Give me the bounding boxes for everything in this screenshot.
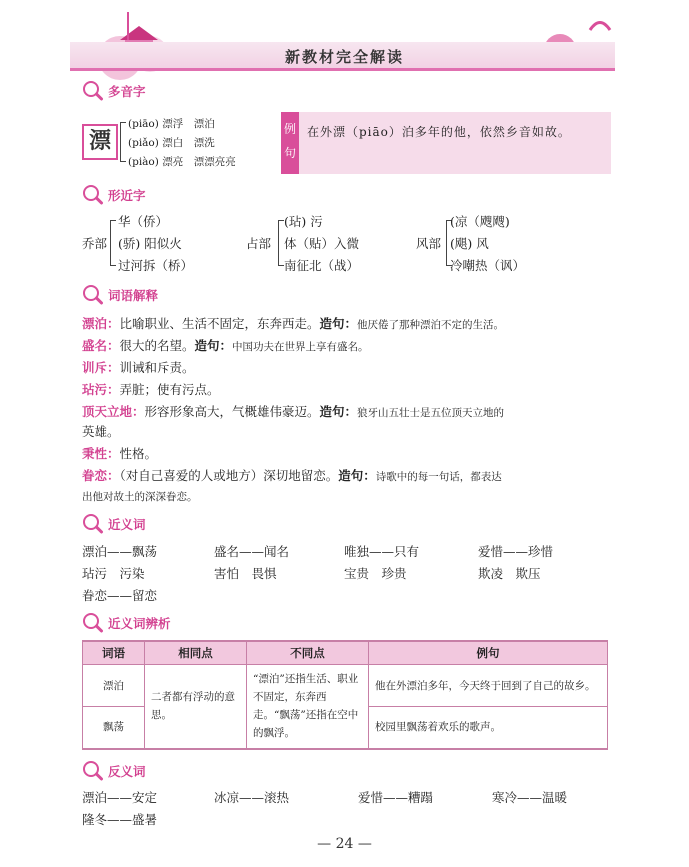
table-word: 漂泊 — [83, 665, 145, 707]
similar-item: 过河拆（桥） — [118, 258, 194, 273]
synonym: 害怕 畏惧 — [214, 566, 277, 581]
vocab-item: 顶天立地：形容形象高大，气概雄伟豪迈。造句：狼牙山五壮士是五位顶天立地的 — [82, 404, 505, 419]
similar-root-2: 占部 — [246, 236, 272, 251]
vocab-cont: 出他对故土的深深眷恋。 — [82, 491, 198, 503]
synonym: 欺凌 欺压 — [478, 566, 541, 581]
table-header: 例句 — [369, 641, 608, 665]
magnifier-icon — [82, 284, 104, 306]
table-example: 校园里飘荡着欢乐的歌声。 — [369, 707, 608, 749]
similar-root-3: 风部 — [416, 236, 442, 251]
similar-item: 体（贴）入微 — [284, 236, 360, 251]
reading-brace — [120, 122, 126, 162]
antonym: 寒冷——温暖 — [492, 790, 568, 805]
vocab-item: 盛名：很大的名望。造句：中国功夫在世界上享有盛名。 — [82, 338, 369, 353]
vocab-item: 训斥：训诫和斥责。 — [82, 360, 195, 375]
table-word: 飘荡 — [83, 707, 145, 749]
page-number: — 24 — — [317, 836, 372, 852]
polyphone-char: 漂 — [82, 124, 118, 160]
similar-item: 南征北（战） — [284, 258, 360, 273]
table-example: 他在外漂泊多年，今天终于回到了自己的故乡。 — [369, 665, 608, 707]
reading-3: (piào) 漂亮 漂漂亮亮 — [128, 156, 236, 168]
section-title: 反义词 — [108, 764, 146, 779]
section-title: 词语解释 — [108, 288, 159, 303]
section-similar — [82, 184, 146, 206]
section-title: 近义词 — [108, 517, 146, 532]
example-box — [281, 112, 611, 174]
section-title: 形近字 — [108, 188, 146, 203]
synonym-table — [82, 640, 608, 750]
table-header: 不同点 — [247, 641, 369, 665]
similar-item: 华（侨） — [118, 214, 169, 229]
magnifier-icon — [82, 184, 104, 206]
magnifier-icon — [82, 612, 104, 634]
similar-root-1: 乔部 — [82, 236, 108, 251]
vocab-item: 眷恋：（对自己喜爱的人或地方）深切地留恋。造句：诗歌中的每一句话，都表达 — [82, 468, 502, 483]
vocab-cont: 英雄。 — [82, 424, 120, 439]
similar-item: 冷嘲热（讽） — [450, 258, 526, 273]
reading-1: (piāo) 漂浮 漂泊 — [128, 118, 215, 130]
synonym: 盛名——闻名 — [214, 544, 290, 559]
magnifier-icon — [82, 513, 104, 535]
reading-2: (piǎo) 漂白 漂洗 — [128, 137, 215, 149]
antonym: 爱惜——糟蹋 — [358, 790, 434, 805]
antonym: 隆冬——盛暑 — [82, 812, 158, 827]
table-diff: “漂泊”还指生活、职业不固定，东奔西走。“飘荡”还指在空中的飘浮。 — [247, 665, 369, 749]
vocab-item: 玷污：弄脏；使有污点。 — [82, 382, 220, 397]
magnifier-icon — [82, 760, 104, 782]
similar-item: (玷) 污 — [284, 214, 323, 229]
table-header: 词语 — [83, 641, 145, 665]
synonym: 宝贵 珍贵 — [344, 566, 407, 581]
similar-item: (骄) 阳似火 — [118, 236, 182, 251]
synonym: 玷污 污染 — [82, 566, 145, 581]
similar-item: (凉（飕飕) — [450, 214, 510, 229]
antonym: 漂泊——安定 — [82, 790, 158, 805]
section-vocab — [82, 284, 158, 306]
section-syn-analysis — [82, 612, 171, 634]
example-label: 例句 — [281, 112, 299, 174]
example-text: 在外漂（piāo）泊多年的他，依然乡音如故。 — [307, 125, 571, 139]
synonym: 漂泊——飘荡 — [82, 544, 158, 559]
section-antonyms — [82, 760, 146, 782]
similar-item: (飓) 风 — [450, 236, 489, 251]
table-header: 相同点 — [145, 641, 247, 665]
section-title: 近义词辨析 — [108, 616, 171, 631]
similar-brace-1 — [110, 220, 116, 266]
synonym: 爱惜——珍惜 — [478, 544, 554, 559]
header-title: 新教材完全解读 — [284, 48, 404, 66]
section-title: 多音字 — [108, 84, 146, 99]
page-header — [0, 0, 689, 88]
synonym: 唯独——只有 — [344, 544, 420, 559]
section-synonyms — [82, 513, 146, 535]
magnifier-icon — [82, 80, 104, 102]
antonym: 冰凉——滚热 — [214, 790, 290, 805]
vocab-item: 秉性：性格。 — [82, 446, 158, 461]
synonym: 眷恋——留恋 — [82, 588, 158, 603]
table-same: 二者都有浮动的意思。 — [145, 665, 247, 749]
vocab-item: 漂泊：比喻职业、生活不固定，东奔西走。造句：他厌倦了那种漂泊不定的生活。 — [82, 316, 505, 331]
section-polyphone — [82, 80, 146, 102]
